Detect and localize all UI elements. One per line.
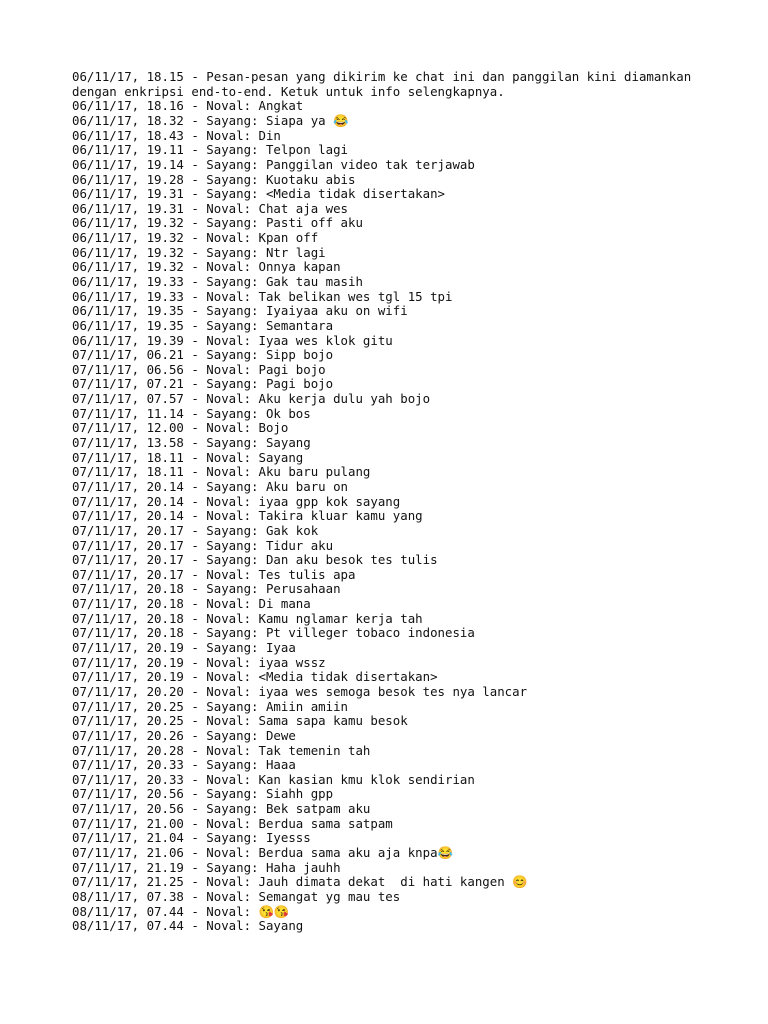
log-line: 07/11/17, 21.19 - Sayang: Haha jauhh <box>72 859 341 875</box>
log-line: 07/11/17, 11.14 - Sayang: Ok bos <box>72 405 311 421</box>
log-line: 06/11/17, 19.28 - Sayang: Kuotaku abis <box>72 171 356 187</box>
log-line: 07/11/17, 20.18 - Sayang: Pt villeger tobaco indonesia <box>72 625 475 641</box>
log-line: 07/11/17, 20.25 - Sayang: Amiin amiin <box>72 698 349 714</box>
log-line: 06/11/17, 19.32 - Sayang: Ntr lagi <box>72 244 326 260</box>
log-line: 06/11/17, 19.35 - Sayang: Semantara <box>72 317 334 333</box>
log-line: 07/11/17, 20.17 - Noval: Tes tulis apa <box>72 566 356 582</box>
log-line: 07/11/17, 20.56 - Sayang: Bek satpam aku <box>72 801 371 817</box>
log-line: 07/11/17, 20.25 - Noval: Sama sapa kamu besok <box>72 713 408 729</box>
log-line: 07/11/17, 13.58 - Sayang: Sayang <box>72 435 311 451</box>
log-line: 07/11/17, 20.14 - Sayang: Aku baru on <box>72 478 349 494</box>
log-line: 06/11/17, 19.31 - Noval: Chat aja wes <box>72 200 349 216</box>
log-line: 07/11/17, 20.20 - Noval: iyaa wes semoga besok tes nya lancar <box>72 683 528 699</box>
log-line: 06/11/17, 19.32 - Noval: Onnya kapan <box>72 259 341 275</box>
log-line: 07/11/17, 20.17 - Sayang: Tidur aku <box>72 537 334 553</box>
log-line: 07/11/17, 18.11 - Noval: Aku baru pulang <box>72 464 371 480</box>
log-line: 07/11/17, 18.11 - Noval: Sayang <box>72 449 304 465</box>
log-line: 06/11/17, 18.16 - Noval: Angkat <box>72 98 304 114</box>
log-line: 07/11/17, 20.26 - Sayang: Dewe <box>72 727 296 743</box>
log-line: 07/11/17, 06.21 - Sayang: Sipp bojo <box>72 347 334 363</box>
log-line: 07/11/17, 20.17 - Sayang: Gak kok <box>72 522 319 538</box>
log-line: 06/11/17, 19.39 - Noval: Iyaa wes klok gitu <box>72 332 393 348</box>
log-line: 06/11/17, 18.15 - Pesan-pesan yang dikirim ke chat ini dan panggilan kini diamankan dengan enkripsi end-to-end. Ketuk untuk info selengkapnya. <box>72 69 692 99</box>
log-line: 06/11/17, 18.43 - Noval: Din <box>72 127 281 143</box>
log-line: 07/11/17, 20.18 - Noval: Kamu nglamar kerja tah <box>72 610 423 626</box>
log-line: 07/11/17, 20.19 - Noval: <Media tidak disertakan> <box>72 669 438 685</box>
log-line: 07/11/17, 20.18 - Sayang: Perusahaan <box>72 581 341 597</box>
log-line: 07/11/17, 21.25 - Noval: Jauh dimata dekat di hati kangen 😊 <box>72 874 528 890</box>
log-line: 06/11/17, 19.35 - Sayang: Iyaiyaa aku on wifi <box>72 303 408 319</box>
log-line: 06/11/17, 19.31 - Sayang: <Media tidak disertakan> <box>72 186 445 202</box>
log-line: 07/11/17, 20.33 - Noval: Kan kasian kmu klok sendirian <box>72 771 475 787</box>
log-line: 06/11/17, 19.32 - Noval: Kpan off <box>72 230 319 246</box>
log-line: 06/11/17, 19.11 - Sayang: Telpon lagi <box>72 142 349 158</box>
log-line: 07/11/17, 20.19 - Sayang: Iyaa <box>72 640 296 656</box>
log-line: 07/11/17, 21.04 - Sayang: Iyesss <box>72 830 311 846</box>
log-line: 06/11/17, 19.14 - Sayang: Panggilan video tak terjawab <box>72 156 475 172</box>
log-line: 06/11/17, 18.32 - Sayang: Siapa ya 😂 <box>72 112 349 128</box>
log-line: 06/11/17, 19.32 - Sayang: Pasti off aku <box>72 215 363 231</box>
log-line: 07/11/17, 20.18 - Noval: Di mana <box>72 596 311 612</box>
log-line: 07/11/17, 20.14 - Noval: Takira kluar kamu yang <box>72 508 423 524</box>
log-line: 06/11/17, 19.33 - Noval: Tak belikan wes tgl 15 tpi <box>72 288 453 304</box>
log-line: 06/11/17, 19.33 - Sayang: Gak tau masih <box>72 274 363 289</box>
log-line: 07/11/17, 20.56 - Sayang: Siahh gpp <box>72 786 334 802</box>
chat-log <box>72 70 712 934</box>
log-line: 07/11/17, 20.14 - Noval: iyaa gpp kok sayang <box>72 493 401 509</box>
log-line: 07/11/17, 21.00 - Noval: Berdua sama satpam <box>72 815 393 831</box>
log-line: 07/11/17, 06.56 - Noval: Pagi bojo <box>72 361 326 377</box>
log-line: 07/11/17, 07.21 - Sayang: Pagi bojo <box>72 376 334 392</box>
log-line: 08/11/17, 07.44 - Noval: 😘😘 <box>72 903 290 919</box>
log-line: 07/11/17, 20.28 - Noval: Tak temenin tah <box>72 742 371 758</box>
log-line: 07/11/17, 20.19 - Noval: iyaa wssz <box>72 654 326 670</box>
log-line: 08/11/17, 07.44 - Noval: Sayang <box>72 918 304 934</box>
log-line: 07/11/17, 20.33 - Sayang: Haaa <box>72 757 296 773</box>
log-line: 07/11/17, 21.06 - Noval: Berdua sama aku aja knpa😂 <box>72 844 453 860</box>
log-line: 08/11/17, 07.38 - Noval: Semangat yg mau tes <box>72 888 401 904</box>
log-line: 07/11/17, 07.57 - Noval: Aku kerja dulu yah bojo <box>72 391 431 407</box>
log-line: 07/11/17, 12.00 - Noval: Bojo <box>72 420 289 436</box>
log-line: 07/11/17, 20.17 - Sayang: Dan aku besok tes tulis <box>72 552 438 568</box>
